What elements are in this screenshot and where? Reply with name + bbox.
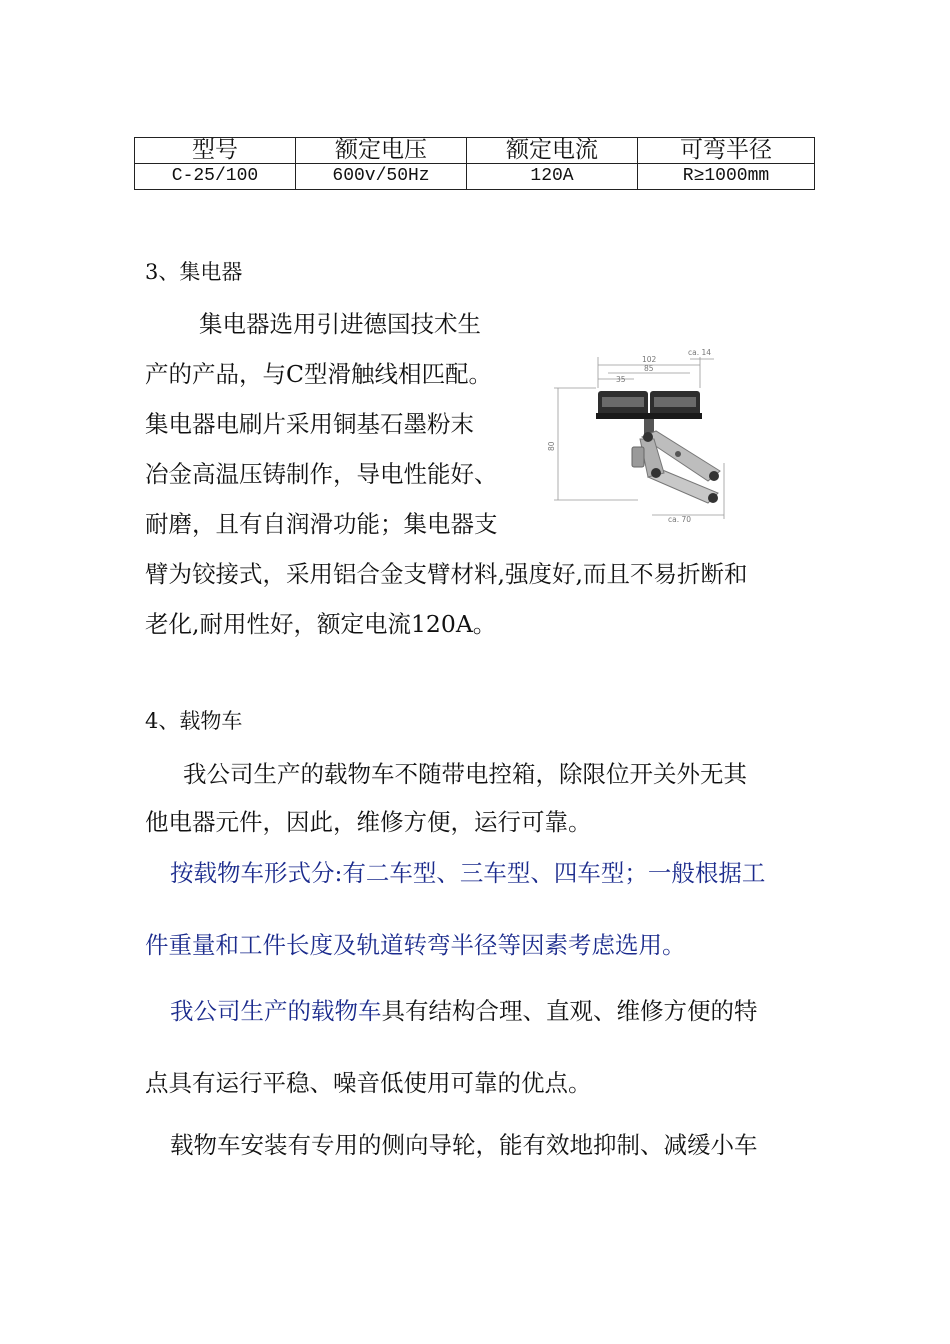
section3-line-4: 冶金高温压铸制作，导电性能好、 xyxy=(145,460,498,488)
cell-model: C-25/100 xyxy=(135,164,296,190)
current-collector-drawing xyxy=(548,343,728,523)
dim-label-85: 85 xyxy=(644,364,654,373)
header-rated-current: 额定电流 xyxy=(467,138,638,164)
dim-label-35: 35 xyxy=(616,375,626,384)
section3-heading: 3、集电器 xyxy=(145,260,243,284)
section3-line-3: 集电器电刷片采用铜基石墨粉末 xyxy=(145,410,474,438)
section3-line-6: 臂为铰接式，采用铝合金支臂材料,强度好,而且不易折断和 xyxy=(145,560,748,588)
section4-p1-line-2: 他电器元件，因此，维修方便，运行可靠。 xyxy=(145,808,592,836)
section4-p3-line-1 xyxy=(170,994,758,1028)
section3-line-1: 集电器选用引进德国技术生 xyxy=(199,310,481,338)
hinged-arm xyxy=(632,431,720,503)
spec-table-row xyxy=(135,164,815,190)
header-bend-radius: 可弯半径 xyxy=(638,138,815,164)
cell-rated-voltage: 600v/50Hz xyxy=(296,164,467,190)
section3-line-5: 耐磨，且有自润滑功能；集电器支 xyxy=(145,510,498,538)
dim-label-ca70: ca. 70 xyxy=(668,515,692,524)
spec-table xyxy=(134,137,815,190)
section4-p2-line-2: 件重量和工件长度及轨道转弯半径等因素考虑选用。 xyxy=(145,931,686,959)
cell-rated-current: 120A xyxy=(467,164,638,190)
section4-p3-line-2: 点具有运行平稳、噪音低使用可靠的优点。 xyxy=(145,1069,592,1097)
dim-label-ca14: ca. 14 xyxy=(688,348,712,357)
header-rated-voltage: 额定电压 xyxy=(296,138,467,164)
brush-heads xyxy=(596,391,702,435)
header-model: 型号 xyxy=(135,138,296,164)
section4-p3-rest-text: 具有结构合理、直观、维修方便的特 xyxy=(381,997,758,1025)
section4-heading: 4、载物车 xyxy=(145,709,243,733)
section4-p2-line-1: 按载物车形式分:有二车型、三车型、四车型；一般根据工 xyxy=(170,859,766,887)
dim-label-102: 102 xyxy=(642,355,657,364)
spec-table-header-row xyxy=(135,138,815,164)
section4-p1-line-1: 我公司生产的载物车不随带电控箱，除限位开关外无其 xyxy=(183,760,747,788)
dim-label-80: 80 xyxy=(547,441,556,451)
cell-bend-radius: R≥1000mm xyxy=(638,164,815,190)
section3-line-2: 产的产品，与C型滑触线相匹配。 xyxy=(145,360,492,388)
section4-p4-line-1: 载物车安装有专用的侧向导轮，能有效地抑制、减缓小车 xyxy=(170,1131,758,1159)
section3-line-7: 老化,耐用性好，额定电流120A。 xyxy=(145,610,497,638)
section4-p3-blue-text: 我公司生产的载物车 xyxy=(170,997,382,1025)
